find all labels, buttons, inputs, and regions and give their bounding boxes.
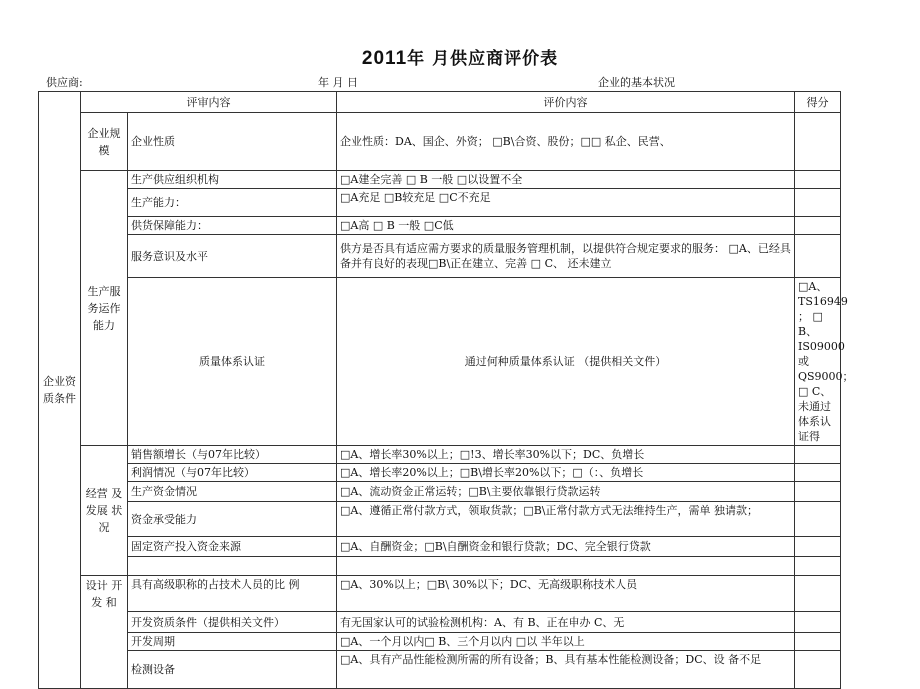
group-label: 设计 开发 和	[81, 576, 128, 689]
supplier-label: 供应商:	[46, 76, 83, 89]
table-row	[39, 217, 841, 235]
score-cell[interactable]	[795, 576, 841, 612]
score-cell[interactable]	[795, 482, 841, 502]
score-cell[interactable]	[795, 651, 841, 689]
review-item: 供货保障能力：	[128, 217, 337, 235]
review-item: 具有高级职称的占技术人员的比 例	[128, 576, 337, 612]
eval-content: □A、自酬资金；□B\自酬资金和银行贷款；DC、完全银行贷款	[337, 537, 795, 557]
review-item: 开发周期	[128, 633, 337, 651]
table-row	[39, 537, 841, 557]
outer-category: 企业资质条件	[39, 92, 81, 689]
page-title: 2011年 月供应商评价表	[361, 48, 559, 69]
table-row	[39, 446, 841, 464]
table-row	[39, 189, 841, 217]
table-row	[39, 576, 841, 612]
eval-content: □A、流动资金正常运转；□B\主要依靠银行贷款运转	[337, 482, 795, 502]
review-item: 销售额增长（与07年比较）	[128, 446, 337, 464]
eval-content: 供方是否具有适应需方要求的质量服务管理机制，以提供符合规定要求的服务： □A、已经具备并有良好的表现□B\正在建立、完善 □ C、 还未建立	[337, 235, 795, 278]
eval-content	[337, 557, 795, 576]
review-item: 利润情况（与07年比较）	[128, 464, 337, 482]
table-row	[39, 502, 841, 537]
score-cell[interactable]	[795, 502, 841, 537]
table-row	[39, 235, 841, 278]
table-row	[39, 482, 841, 502]
group-label: 经营 及发展 状况	[81, 446, 128, 576]
table-row	[39, 171, 841, 189]
score-cell[interactable]	[795, 113, 841, 171]
group-label: 生产服务运作能力	[81, 171, 128, 446]
eval-content: □A高 □ B 一般 □C低	[337, 217, 795, 235]
eval-header: 评价内容	[337, 92, 795, 113]
score-cell[interactable]	[795, 537, 841, 557]
score-cell[interactable]	[795, 633, 841, 651]
review-header: 评审内容	[81, 92, 337, 113]
review-item: 生产供应组织机构	[128, 171, 337, 189]
table-row	[39, 113, 841, 171]
eval-content: □A、遵循正常付款方式，领取货款；□B\正常付款方式无法维持生产，需单 独请款；	[337, 502, 795, 537]
score-header: 得分	[795, 92, 841, 113]
date-label: 年 月 日	[318, 76, 358, 89]
review-item: 企业性质	[128, 113, 337, 171]
score-cell[interactable]	[795, 171, 841, 189]
review-item	[128, 557, 337, 576]
eval-content: 有无国家认可的试验检测机构：A、有 B、正在申办 C、无	[337, 612, 795, 633]
score-cell[interactable]	[795, 464, 841, 482]
eval-content: □A充足 □B较充足 □C不充足	[337, 189, 795, 217]
review-item: 生产能力：	[128, 189, 337, 217]
table-row	[39, 633, 841, 651]
score-cell[interactable]	[795, 557, 841, 576]
score-cell[interactable]	[795, 189, 841, 217]
table-row	[39, 557, 841, 576]
review-item: 生产资金情况	[128, 482, 337, 502]
review-item: 固定资产投入资金来源	[128, 537, 337, 557]
evaluation-table	[38, 91, 854, 689]
eval-content: 企业性质：DA、国企、外资； □B\合资、股份；□□ 私企、民营、	[337, 113, 795, 171]
basic-status-label: 企业的基本状况	[598, 76, 675, 89]
score-cell[interactable]	[795, 446, 841, 464]
score-cell[interactable]	[795, 235, 841, 278]
group-label: 企业规模	[81, 113, 128, 171]
eval-content: □A、增长率20%以上；□B\增长率20%以下；□（：、负增长	[337, 464, 795, 482]
eval-content: □A、增长率30%以上；□!3、增长率30%以下；DC、负增长	[337, 446, 795, 464]
review-item: 资金承受能力	[128, 502, 337, 537]
eval-content: □A、TS16949 ； □ B、IS09000 或 QS9000； □ C、未通过体系认证得	[795, 278, 841, 446]
eval-content: □A、具有产品性能检测所需的所有设备；B、具有基本性能检测设备；DC、设 备不足	[337, 651, 795, 689]
eval-content: □A、一个月以内□ B、三个月以内 □以 半年以上	[337, 633, 795, 651]
eval-content: □A建全完善 □ B 一般 □以设置不全	[337, 171, 795, 189]
table-row	[39, 651, 841, 689]
group-label: 质量体系认证	[128, 278, 337, 446]
table-row	[39, 464, 841, 482]
review-item: 开发资质条件（提供相关文件）	[128, 612, 337, 633]
eval-content: □A、30%以上；□B\ 30%以下；DC、无高级职称技术人员	[337, 576, 795, 612]
score-cell[interactable]	[795, 612, 841, 633]
score-cell[interactable]	[795, 217, 841, 235]
review-item: 检测设备	[128, 651, 337, 689]
review-item: 通过何种质量体系认证 （提供相关文件）	[337, 278, 795, 446]
table-row	[39, 278, 841, 446]
table-header-row	[39, 92, 841, 113]
review-item: 服务意识及水平	[128, 235, 337, 278]
table-row	[39, 612, 841, 633]
